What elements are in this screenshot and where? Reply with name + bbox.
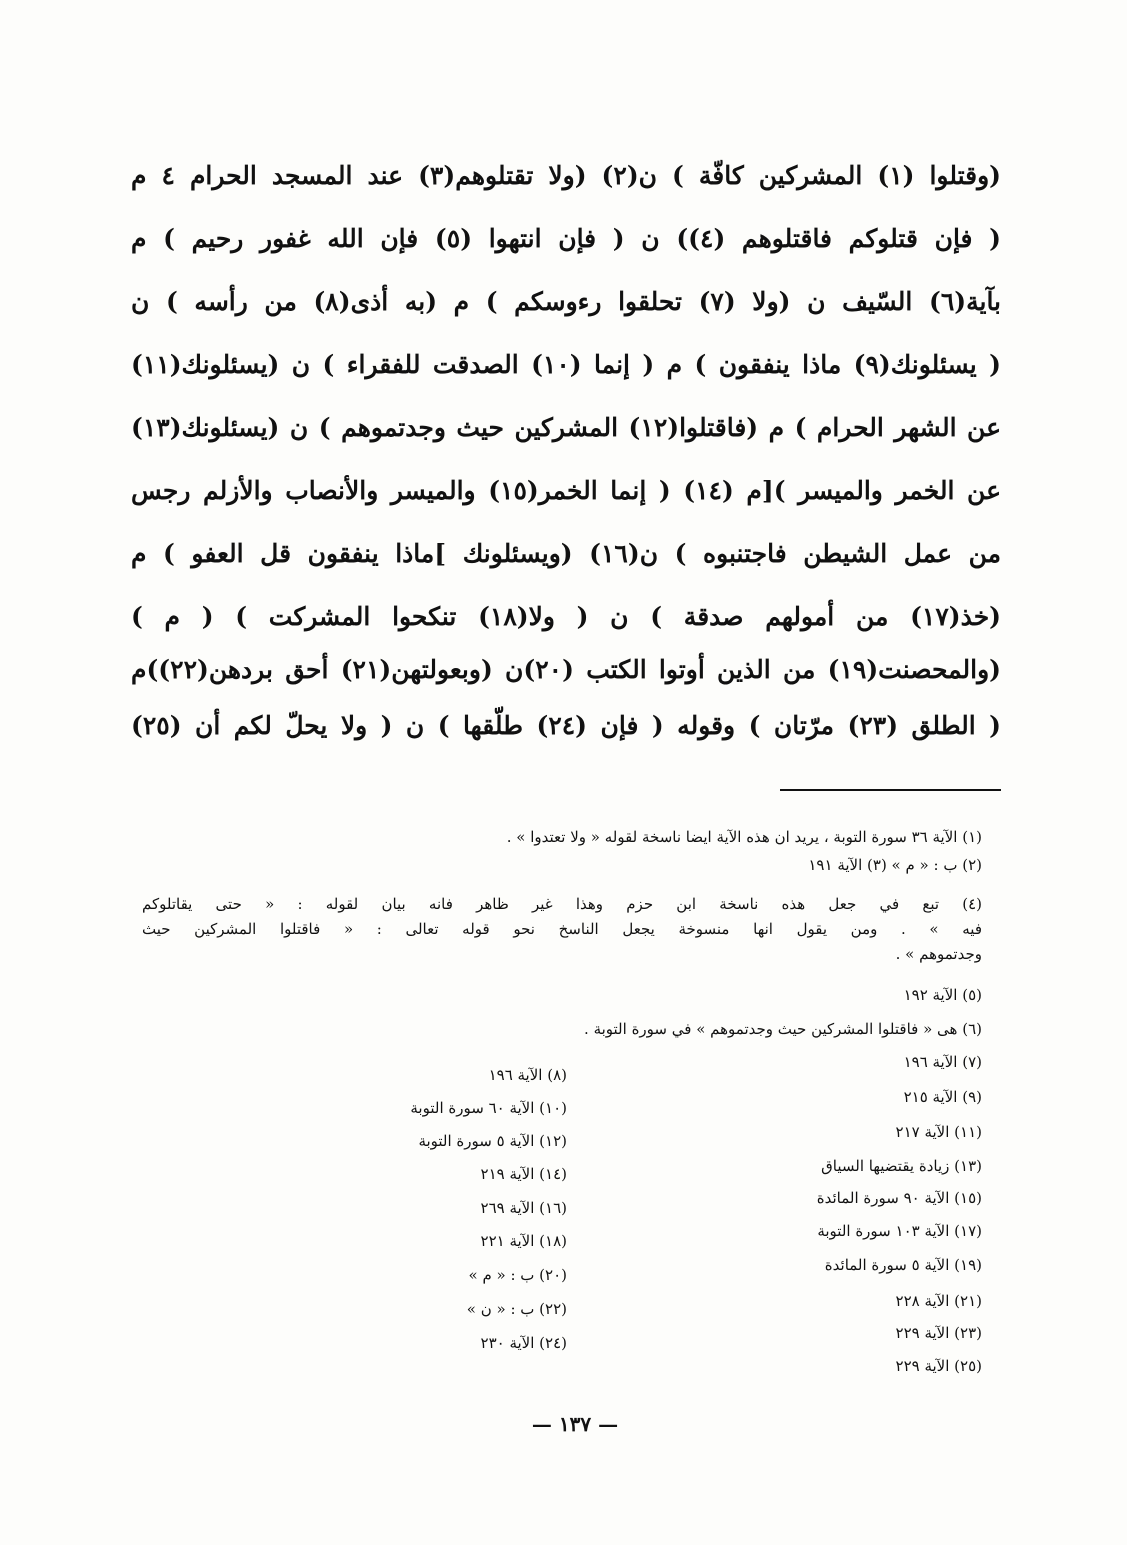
footnote-line: (١٨) الآية ٢٢١ [480, 1232, 567, 1250]
main-text-line: (وقتلوا (١) المشركين كافّة ) ن(٢) (ولا تقتلوهم(٣) عند المسجد الحرام ٤ م [131, 161, 1001, 190]
footnote-line: (٢٢) ب : « ن » [466, 1300, 567, 1318]
main-text-line: ( الطلق (٢٣) مرّتان ) وقوله ( فإن (٢٤) طلّقها ) ن ( ولا يحلّ لكم أن (٢٥) [131, 711, 1001, 740]
footnote-line: (١٤) الآية ٢١٩ [480, 1165, 567, 1183]
footnote-line: (٧) الآية ١٩٦ [903, 1053, 982, 1071]
footnote-separator-rule [780, 789, 1001, 791]
footnote-line: (٢١) الآية ٢٢٨ [895, 1292, 982, 1310]
footnote-line: (١٢) الآية ٥ سورة التوبة [418, 1132, 567, 1150]
footnote-line: (٥) الآية ١٩٢ [903, 986, 982, 1004]
main-text-line: عن الخمر والميسر )[م (١٤) ( إنما الخمر(١٥) والميسر والأنصاب والأزلم رجس [131, 476, 1001, 505]
footnote-line: (١٠) الآية ٦٠ سورة التوبة [410, 1099, 567, 1117]
footnote-line: (٩) الآية ٢١٥ [903, 1088, 982, 1106]
main-text-line: عن الشهر الحرام ) م (فاقتلوا(١٢) المشركين حيث وجدتموهم ) ن (يسئلونك(١٣) [131, 413, 1001, 442]
footnote-line: (٢٣) الآية ٢٢٩ [895, 1324, 982, 1342]
footnote-line: (١٥) الآية ٩٠ سورة المائدة [816, 1189, 982, 1207]
footnote-line: (٢٥) الآية ٢٢٩ [895, 1357, 982, 1375]
main-text-line: من عمل الشيطن فاجتنبوه ) ن(١٦) (ويسئلونك ]ماذا ينفقون قل العفو ) م [131, 539, 1001, 568]
footnote-line: وجدتموهم » . [895, 945, 982, 963]
main-text-line: ( فإن قتلوكم فاقتلوهم (٤)) ن ( فإن انتهوا (٥) فإن الله غفور رحيم ) م [131, 224, 1001, 253]
footnote-line: (١٦) الآية ٢٦٩ [480, 1199, 567, 1217]
footnote-line: (٢) ب : « م » (٣) الآية ١٩١ [808, 856, 982, 874]
footnote-line: (١٧) الآية ١٠٣ سورة التوبة [817, 1222, 982, 1240]
main-text-line: بآية(٦) السّيف ن (ولا (٧) تحلقوا رءوسكم ) م (به أذى(٨) من رأسه ) ن [131, 287, 1001, 316]
main-text-line: ( يسئلونك(٩) ماذا ينفقون ) م ( إنما (١٠) الصدقت للفقراء ) ن (يسئلونك(١١) [131, 350, 1001, 379]
footnote-line: (١) الآية ٣٦ سورة التوبة ، يريد ان هذه الآية ايضا ناسخة لقوله « ولا تعتدوا » . [506, 828, 982, 846]
footnote-line: (٦) هى « فاقتلوا المشركين حيث وجدتموهم » في سورة التوبة . [584, 1020, 982, 1038]
main-text-line: (والمحصنت(١٩) من الذين أوتوا الكتب (٢٠)ن (وبعولتهن(٢١) أحق بردهن(٢٢))م [131, 655, 1001, 684]
footnote-line: (٨) الآية ١٩٦ [488, 1066, 567, 1084]
footnote-line: (١١) الآية ٢١٧ [895, 1123, 982, 1141]
main-text-line: (خذ(١٧) من أمولهم صدقة ) ن ( ولا(١٨) تنكحوا المشركت ) ( م ) [131, 602, 1001, 631]
footnote-line: (٢٤) الآية ٢٣٠ [480, 1334, 567, 1352]
footnote-line: فيه » . ومن يقول انها منسوخة يجعل الناسخ نحو قوله تعالى : « فاقتلوا المشركين حيث [142, 920, 982, 938]
footnote-line: (٤) تبع في جعل هذه ناسخة ابن حزم وهذا غير ظاهر فانه بيان لقوله : « حتى يقاتلوكم [142, 895, 982, 913]
footnote-line: (٢٠) ب : « م » [468, 1266, 567, 1284]
footnote-line: (١٩) الآية ٥ سورة المائدة [824, 1256, 982, 1274]
page-number: — ١٣٧ — [531, 1412, 619, 1436]
footnote-line: (١٣) زيادة يقتضيها السياق [821, 1157, 982, 1175]
